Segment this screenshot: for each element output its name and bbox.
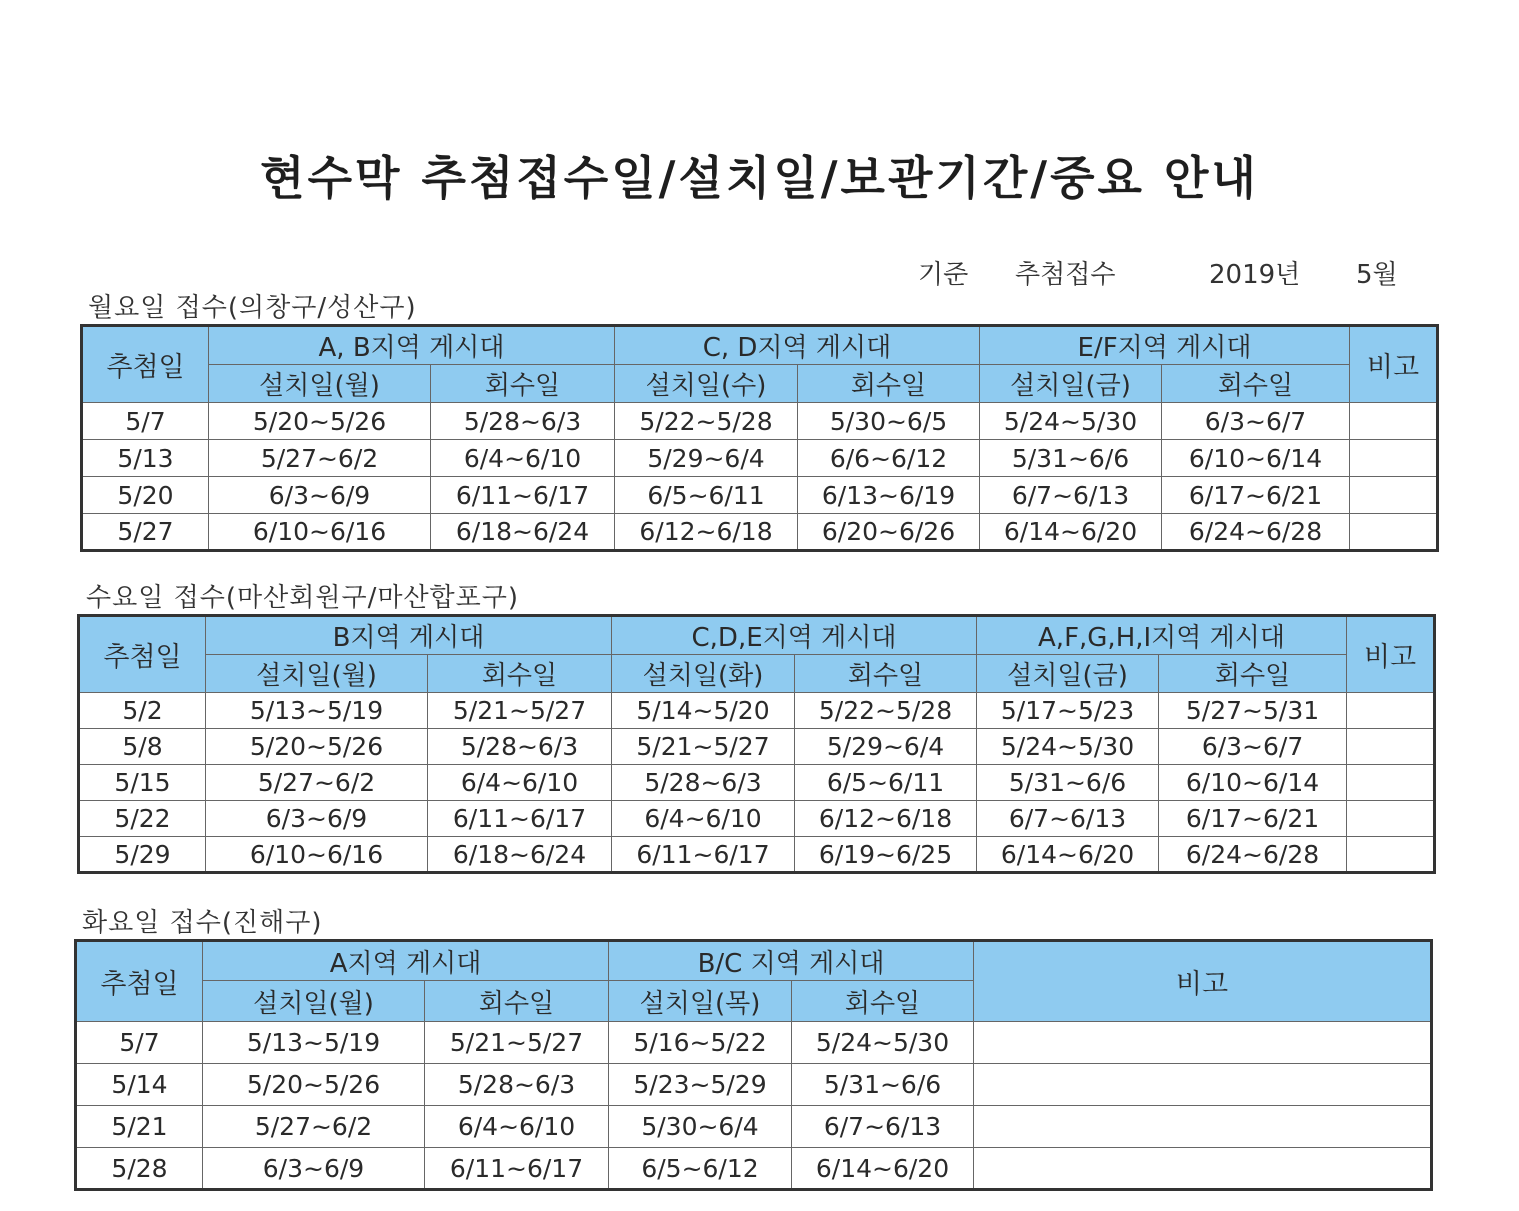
subheader: 회수일 xyxy=(431,365,615,403)
wednesday-section-label: 수요일 접수(마산회원구/마산합포구) xyxy=(86,583,520,613)
retrieve-date: 5/30~6/5 xyxy=(798,403,980,440)
install-date: 5/27~6/2 xyxy=(209,440,431,477)
lottery-date: 5/28 xyxy=(76,1148,203,1190)
retrieve-date: 5/29~6/4 xyxy=(795,729,977,765)
retrieve-date: 6/19~6/25 xyxy=(795,837,977,873)
retrieve-date: 6/4~6/10 xyxy=(431,440,615,477)
table-row xyxy=(79,765,1435,801)
subheader: 회수일 xyxy=(425,981,609,1022)
install-date: 5/20~5/26 xyxy=(209,403,431,440)
remark-cell xyxy=(1350,514,1438,551)
subheader: 회수일 xyxy=(792,981,974,1022)
retrieve-date: 5/31~6/6 xyxy=(792,1064,974,1106)
table-row xyxy=(82,514,1438,551)
group-header: B/C 지역 게시대 xyxy=(609,941,974,981)
install-date: 5/31~6/6 xyxy=(980,440,1162,477)
remark-cell xyxy=(1347,837,1435,873)
install-date: 5/20~5/26 xyxy=(206,729,428,765)
subheader: 설치일(화) xyxy=(612,655,795,693)
subheader: 회수일 xyxy=(1159,655,1347,693)
install-date: 6/11~6/17 xyxy=(612,837,795,873)
install-date: 5/30~6/4 xyxy=(609,1106,792,1148)
group-header: A, B지역 게시대 xyxy=(209,326,615,365)
retrieve-date: 6/4~6/10 xyxy=(425,1106,609,1148)
install-date: 6/7~6/13 xyxy=(980,477,1162,514)
table-row xyxy=(76,1064,1432,1106)
install-date: 5/20~5/26 xyxy=(203,1064,425,1106)
table-row xyxy=(79,801,1435,837)
install-date: 6/7~6/13 xyxy=(977,801,1159,837)
retrieve-date: 6/11~6/17 xyxy=(425,1148,609,1190)
install-date: 5/24~5/30 xyxy=(977,729,1159,765)
retrieve-date: 6/3~6/7 xyxy=(1162,403,1350,440)
subheader: 설치일(목) xyxy=(609,981,792,1022)
retrieve-date: 6/3~6/7 xyxy=(1159,729,1347,765)
retrieve-date: 6/17~6/21 xyxy=(1162,477,1350,514)
retrieve-date: 5/28~6/3 xyxy=(431,403,615,440)
retrieve-date: 6/20~6/26 xyxy=(798,514,980,551)
page-title: 현수막 추첨접수일/설치일/보관기간/중요 안내 xyxy=(260,151,1259,205)
subheader: 회수일 xyxy=(428,655,612,693)
install-date: 5/13~5/19 xyxy=(206,693,428,729)
install-date: 6/5~6/11 xyxy=(615,477,798,514)
subheader: 회수일 xyxy=(1162,365,1350,403)
lottery-date: 5/8 xyxy=(79,729,206,765)
install-date: 6/3~6/9 xyxy=(209,477,431,514)
table-row xyxy=(79,729,1435,765)
retrieve-date: 5/28~6/3 xyxy=(428,729,612,765)
group-header: C, D지역 게시대 xyxy=(615,326,980,365)
retrieve-date: 6/14~6/20 xyxy=(792,1148,974,1190)
wednesday-schedule-table xyxy=(77,614,1436,874)
install-date: 5/22~5/28 xyxy=(615,403,798,440)
basis-month: 5월 xyxy=(1356,260,1398,290)
monday-section-label: 월요일 접수(의창구/성산구) xyxy=(88,293,417,323)
tuesday-schedule-table xyxy=(74,939,1433,1191)
lottery-header: 추첨일 xyxy=(82,326,209,403)
lottery-date: 5/13 xyxy=(82,440,209,477)
subheader: 설치일(금) xyxy=(980,365,1162,403)
retrieve-date: 5/21~5/27 xyxy=(425,1022,609,1064)
retrieve-date: 6/5~6/11 xyxy=(795,765,977,801)
retrieve-date: 5/22~5/28 xyxy=(795,693,977,729)
remark-header: 비고 xyxy=(1347,616,1435,693)
tuesday-section-label: 화요일 접수(진해구) xyxy=(82,908,323,938)
subheader: 회수일 xyxy=(798,365,980,403)
lottery-date: 5/15 xyxy=(79,765,206,801)
monday-schedule-table xyxy=(80,324,1439,552)
remark-header: 비고 xyxy=(974,941,1432,1022)
remark-cell xyxy=(1350,477,1438,514)
retrieve-date: 6/4~6/10 xyxy=(428,765,612,801)
install-date: 5/24~5/30 xyxy=(980,403,1162,440)
lottery-date: 5/27 xyxy=(82,514,209,551)
remark-header: 비고 xyxy=(1350,326,1438,403)
lottery-date: 5/29 xyxy=(79,837,206,873)
retrieve-date: 6/7~6/13 xyxy=(792,1106,974,1148)
install-date: 5/27~6/2 xyxy=(203,1106,425,1148)
install-date: 5/28~6/3 xyxy=(612,765,795,801)
install-date: 5/29~6/4 xyxy=(615,440,798,477)
retrieve-date: 6/17~6/21 xyxy=(1159,801,1347,837)
retrieve-date: 6/12~6/18 xyxy=(795,801,977,837)
remark-cell xyxy=(1347,729,1435,765)
subheader: 설치일(월) xyxy=(206,655,428,693)
retrieve-date: 6/10~6/14 xyxy=(1159,765,1347,801)
remark-cell xyxy=(1350,403,1438,440)
subheader: 설치일(수) xyxy=(615,365,798,403)
lottery-date: 5/14 xyxy=(76,1064,203,1106)
install-date: 6/14~6/20 xyxy=(977,837,1159,873)
install-date: 5/17~5/23 xyxy=(977,693,1159,729)
install-date: 6/3~6/9 xyxy=(203,1148,425,1190)
retrieve-date: 6/6~6/12 xyxy=(798,440,980,477)
lottery-header: 추첨일 xyxy=(79,616,206,693)
install-date: 6/10~6/16 xyxy=(209,514,431,551)
retrieve-date: 6/24~6/28 xyxy=(1162,514,1350,551)
lottery-date: 5/2 xyxy=(79,693,206,729)
remark-cell xyxy=(1347,765,1435,801)
remark-cell xyxy=(974,1022,1432,1064)
install-date: 5/13~5/19 xyxy=(203,1022,425,1064)
retrieve-date: 6/24~6/28 xyxy=(1159,837,1347,873)
lottery-date: 5/22 xyxy=(79,801,206,837)
retrieve-date: 6/11~6/17 xyxy=(431,477,615,514)
lottery-header: 추첨일 xyxy=(76,941,203,1022)
install-date: 6/5~6/12 xyxy=(609,1148,792,1190)
lottery-date: 5/7 xyxy=(76,1022,203,1064)
retrieve-date: 6/11~6/17 xyxy=(428,801,612,837)
table-row xyxy=(76,1148,1432,1190)
basis-year: 2019년 xyxy=(1209,260,1301,290)
install-date: 6/12~6/18 xyxy=(615,514,798,551)
retrieve-date: 5/27~5/31 xyxy=(1159,693,1347,729)
retrieve-date: 6/10~6/14 xyxy=(1162,440,1350,477)
group-header: A,F,G,H,I지역 게시대 xyxy=(977,616,1347,655)
remark-cell xyxy=(1347,693,1435,729)
install-date: 5/27~6/2 xyxy=(206,765,428,801)
retrieve-date: 6/13~6/19 xyxy=(798,477,980,514)
remark-cell xyxy=(1350,440,1438,477)
install-date: 6/14~6/20 xyxy=(980,514,1162,551)
install-date: 5/23~5/29 xyxy=(609,1064,792,1106)
lottery-date: 5/21 xyxy=(76,1106,203,1148)
install-date: 5/16~5/22 xyxy=(609,1022,792,1064)
subheader: 설치일(월) xyxy=(209,365,431,403)
subheader: 회수일 xyxy=(795,655,977,693)
lottery-date: 5/20 xyxy=(82,477,209,514)
table-row xyxy=(76,1022,1432,1064)
retrieve-date: 5/28~6/3 xyxy=(425,1064,609,1106)
install-date: 6/10~6/16 xyxy=(206,837,428,873)
retrieve-date: 5/21~5/27 xyxy=(428,693,612,729)
basis-type: 추첨접수 xyxy=(1015,260,1116,290)
subheader: 설치일(월) xyxy=(203,981,425,1022)
remark-cell xyxy=(974,1148,1432,1190)
table-row xyxy=(82,440,1438,477)
lottery-date: 5/7 xyxy=(82,403,209,440)
table-row xyxy=(79,837,1435,873)
basis-label: 기준 xyxy=(918,260,969,290)
group-header: B지역 게시대 xyxy=(206,616,612,655)
install-date: 5/21~5/27 xyxy=(612,729,795,765)
remark-cell xyxy=(1347,801,1435,837)
install-date: 6/3~6/9 xyxy=(206,801,428,837)
remark-cell xyxy=(974,1064,1432,1106)
group-header: A지역 게시대 xyxy=(203,941,609,981)
retrieve-date: 6/18~6/24 xyxy=(431,514,615,551)
table-row xyxy=(76,1106,1432,1148)
subheader: 설치일(금) xyxy=(977,655,1159,693)
install-date: 6/4~6/10 xyxy=(612,801,795,837)
group-header: E/F지역 게시대 xyxy=(980,326,1350,365)
table-row xyxy=(79,693,1435,729)
remark-cell xyxy=(974,1106,1432,1148)
retrieve-date: 5/24~5/30 xyxy=(792,1022,974,1064)
group-header: C,D,E지역 게시대 xyxy=(612,616,977,655)
install-date: 5/14~5/20 xyxy=(612,693,795,729)
retrieve-date: 6/18~6/24 xyxy=(428,837,612,873)
table-row xyxy=(82,403,1438,440)
table-row xyxy=(82,477,1438,514)
install-date: 5/31~6/6 xyxy=(977,765,1159,801)
